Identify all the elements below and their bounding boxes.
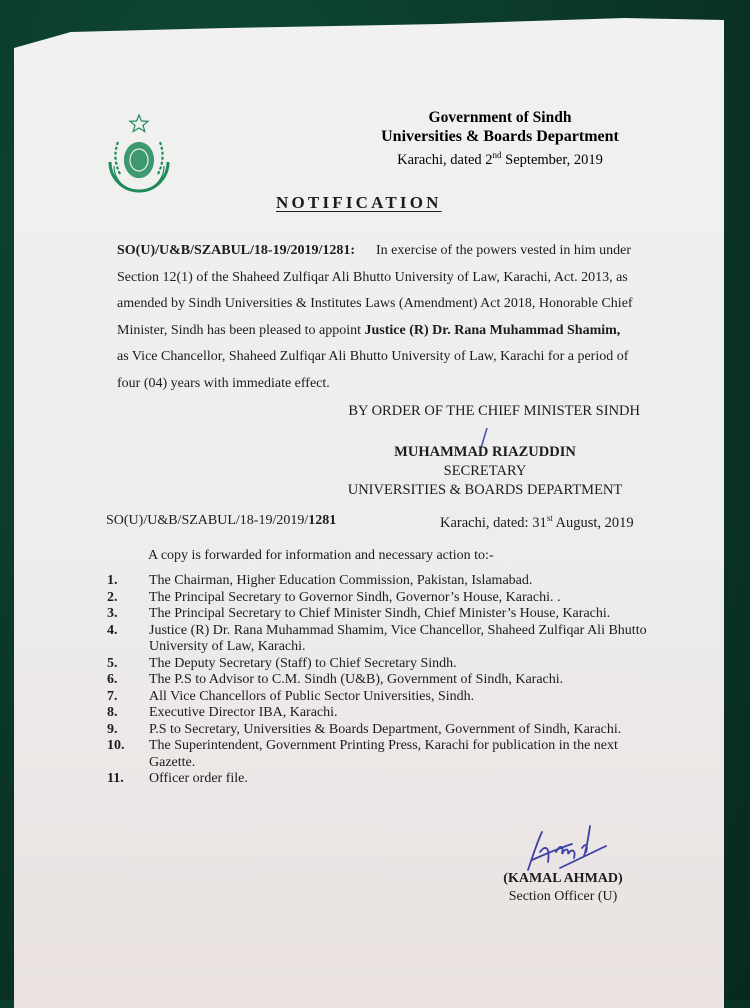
recipient-number: 4. [107, 622, 118, 638]
recipient-number: 8. [107, 705, 118, 720]
secretary-name: MUHAMMAD RIAZUDDIN [394, 444, 576, 460]
recipient-text: Justice (R) Dr. Rana Muhammad Shamim, Vice Chancellor, Shaheed Zulfiqar Ali Bhutto University of Law, Karachi. [149, 622, 647, 654]
recipient-item [107, 590, 647, 607]
recipient-item [107, 656, 647, 673]
body-line-5: as Vice Chancellor, Shaheed Zulfiqar Ali Bhutto University of Law, Karachi for a period of [117, 349, 629, 364]
signatory-block-secretary [330, 402, 640, 500]
document-title: NOTIFICATION [276, 193, 442, 212]
recipient-item [107, 573, 647, 590]
recipient-text: The Chairman, Higher Education Commission, Pakistan, Islamabad. [149, 573, 533, 588]
recipient-number: 11. [107, 771, 124, 786]
body-line-6: four (04) years with immediate effect. [117, 375, 330, 391]
section-officer-designation: Section Officer (U) [508, 889, 618, 904]
recipient-number: 10. [107, 738, 125, 753]
recipient-text: The Deputy Secretary (Staff) to Chief Secretary Sindh. [149, 655, 457, 671]
body-line-1: SO(U)/U&B/SZABUL/18-19/2019/1281: In exercise of the powers vested in him under [117, 243, 632, 258]
copy-intro: A copy is forwarded for information and necessary action to:- [148, 548, 494, 563]
recipient-text: P.S to Secretary, Universities & Boards Department, Government of Sindh, Karachi. [149, 721, 622, 737]
sindh-government-emblem-icon [104, 112, 174, 202]
recipient-text: The Principal Secretary to Chief Minister Sindh, Chief Minister’s House, Karachi. [149, 606, 611, 621]
body-line-2: Section 12(1) of the Shaheed Zulfiqar Ali Bhutto University of Law, Karachi, Act. 2013, as [117, 269, 628, 285]
copy-date: Karachi, dated: 31st August, 2019 [440, 513, 634, 531]
notification-body [117, 238, 637, 397]
copy-reference-number: SO(U)/U&B/SZABUL/18-19/2019/1281 [106, 513, 337, 528]
recipient-list [107, 573, 647, 788]
reference-number: SO(U)/U&B/SZABUL/18-19/2019/1281: [117, 243, 356, 258]
recipient-item [107, 705, 647, 722]
header-date: Karachi, dated 2nd September, 2019 [397, 150, 603, 168]
body-line-3: amended by Sindh Universities & Institutes Laws (Amendment) Act 2018, Honorable Chief [117, 296, 633, 311]
secretary-department: UNIVERSITIES & BOARDS DEPARTMENT [347, 482, 623, 498]
recipient-text: Executive Director IBA, Karachi. [149, 705, 338, 720]
signatory-block-section-officer [478, 870, 648, 906]
recipient-number: 7. [107, 688, 118, 704]
recipient-number: 1. [107, 573, 118, 588]
recipient-item [107, 722, 647, 739]
recipient-item [107, 738, 647, 771]
recipient-item [107, 606, 647, 623]
recipient-item [107, 771, 647, 788]
order-line: BY ORDER OF THE CHIEF MINISTER SINDH [348, 403, 640, 419]
recipient-text: All Vice Chancellors of Public Sector Universities, Sindh. [149, 688, 475, 704]
recipient-text: The P.S to Advisor to C.M. Sindh (U&B), Government of Sindh, Karachi. [149, 672, 564, 687]
recipient-text: The Superintendent, Government Printing Press, Karachi for publication in the next Gazette. [149, 738, 618, 770]
recipient-item [107, 623, 647, 656]
appointee-name: Justice (R) Dr. Rana Muhammad Shamim, [364, 322, 621, 338]
signature-icon [520, 822, 610, 877]
secretary-designation: SECRETARY [443, 463, 527, 479]
recipient-item [107, 689, 647, 706]
recipient-number: 5. [107, 655, 118, 671]
letterhead [370, 108, 630, 170]
recipient-text: The Principal Secretary to Governor Sindh, Governor’s House, Karachi. . [149, 589, 561, 605]
recipient-number: 6. [107, 672, 118, 687]
recipient-number: 3. [107, 606, 118, 621]
department-name: Universities & Boards Department [381, 128, 619, 145]
recipient-number: 9. [107, 721, 118, 737]
body-line-4: Minister, Sindh has been pleased to appoint Justice (R) Dr. Rana Muhammad Shamim, [117, 322, 621, 338]
government-name: Government of Sindh [428, 109, 572, 126]
recipient-item [107, 672, 647, 689]
recipient-number: 2. [107, 589, 118, 605]
recipient-text: Officer order file. [149, 771, 248, 786]
section-officer-name: (KAMAL AHMAD) [503, 871, 623, 886]
